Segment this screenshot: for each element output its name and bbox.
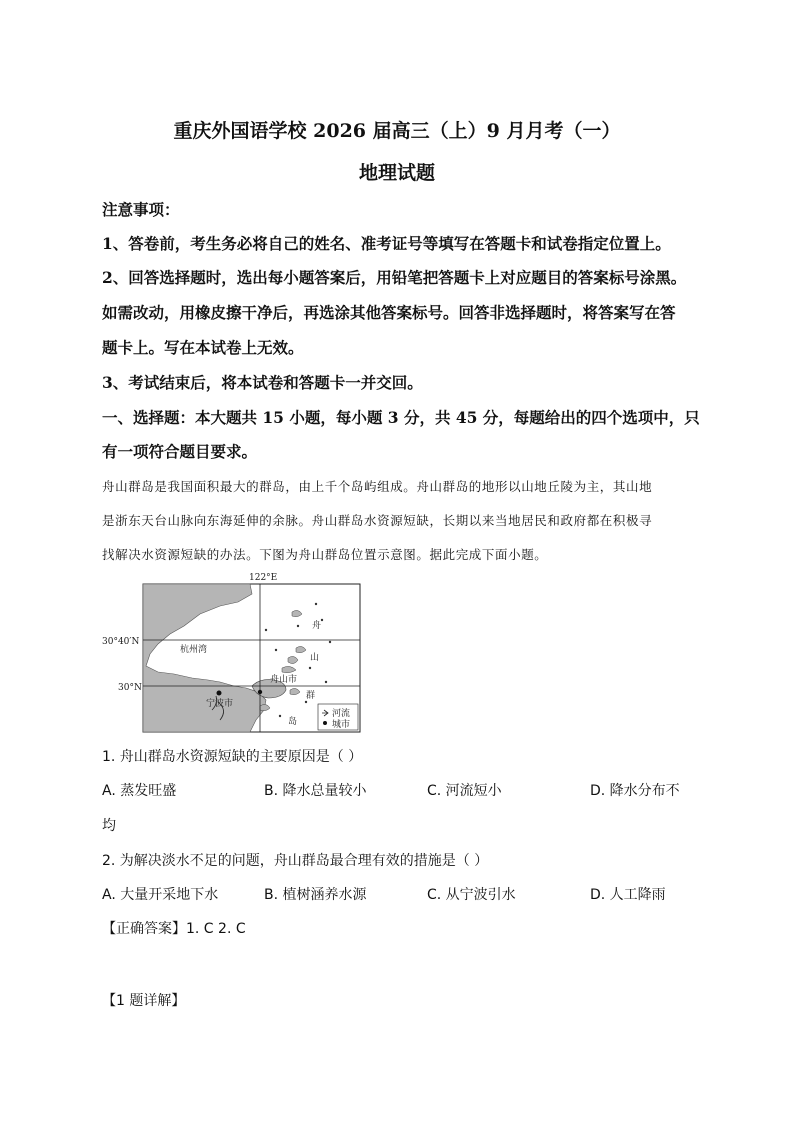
- lon-label: 122°E: [249, 573, 278, 583]
- exam-subtitle: 地理试题: [358, 162, 435, 184]
- ningbo-label: 宁波市: [206, 699, 234, 709]
- lat2-label: 30°N: [118, 683, 142, 693]
- city-legend-icon: [323, 721, 327, 725]
- notice-item-2-line1: 2、回答选择题时，选出每小题答案后，用铅笔把答题卡上对应题目的答案标号涂黑。: [102, 268, 687, 287]
- legend-river-label: 河流: [332, 709, 351, 719]
- q2-option-d[interactable]: D. 人工降雨: [590, 887, 666, 903]
- shan-label: 山: [310, 653, 320, 663]
- zhoushan-city-dot: [258, 690, 262, 694]
- q2-option-a[interactable]: A. 大量开采地下水: [102, 887, 219, 903]
- notice-item-2-line3: 题卡上。写在本试卷上无效。: [102, 338, 304, 357]
- legend-city-label: 城市: [332, 720, 351, 730]
- passage-line1: 舟山群岛是我国面积最大的群岛，由上千个岛屿组成。舟山群岛的地形以山地丘陵为主，其山地: [102, 479, 653, 494]
- notice-item-1: 1、答卷前，考生务必将自己的姓名、准考证号等填写在答题卡和试卷指定位置上。: [102, 234, 671, 253]
- zhoushan-location-map: [100, 570, 370, 740]
- q2-option-c[interactable]: C. 从宁波引水: [427, 887, 516, 903]
- question-2-stem: 2. 为解决淡水不足的问题，舟山群岛最合理有效的措施是（ ）: [102, 853, 489, 869]
- section-heading-line2: 有一项符合题目要求。: [102, 442, 258, 461]
- passage-line3: 找解决水资源短缺的办法。下图为舟山群岛位置示意图。据此完成下面小题。: [102, 547, 548, 562]
- notice-item-2-line2: 如需改动，用橡皮擦干净后，再选涂其他答案标号。回答非选择题时，将答案写在答: [102, 303, 676, 322]
- notice-item-3: 3、考试结束后，将本试卷和答题卡一并交回。: [102, 373, 423, 392]
- dao-label: 岛: [288, 717, 298, 727]
- exam-title: 重庆外国语学校 2026 届高三（上）9 月月考（一）: [173, 120, 621, 142]
- q1-option-c[interactable]: C. 河流短小: [427, 783, 502, 799]
- hangzhou-bay-label: 杭州湾: [180, 645, 208, 655]
- passage-line2: 是浙东天台山脉向东海延伸的余脉。舟山群岛水资源短缺，长期以来当地居民和政府都在积极寻: [102, 513, 653, 528]
- lat1-label: 30°40′N: [102, 637, 140, 647]
- answer-key: 【正确答案】1. C 2. C: [102, 921, 246, 937]
- detail-heading: 【1 题详解】: [102, 993, 186, 1009]
- notice-heading: 注意事项：: [102, 200, 180, 219]
- q2-option-b[interactable]: B. 植树涵养水源: [264, 887, 367, 903]
- qun-label: 群: [306, 691, 316, 701]
- ningbo-city-dot: [217, 691, 222, 696]
- zhoushan-city-label: 舟山市: [270, 675, 298, 685]
- q1-option-d-wrap: 均: [102, 818, 116, 834]
- question-1-stem: 1. 舟山群岛水资源短缺的主要原因是（ ）: [102, 749, 363, 765]
- q1-option-a[interactable]: A. 蒸发旺盛: [102, 783, 177, 799]
- section-heading-line1: 一、选择题：本大题共 15 小题，每小题 3 分，共 45 分，每题给出的四个选项中，只: [102, 408, 700, 427]
- q1-option-b[interactable]: B. 降水总量较小: [264, 783, 367, 799]
- q1-option-d[interactable]: D. 降水分布不: [590, 783, 680, 799]
- zhou-label: 舟: [312, 621, 322, 631]
